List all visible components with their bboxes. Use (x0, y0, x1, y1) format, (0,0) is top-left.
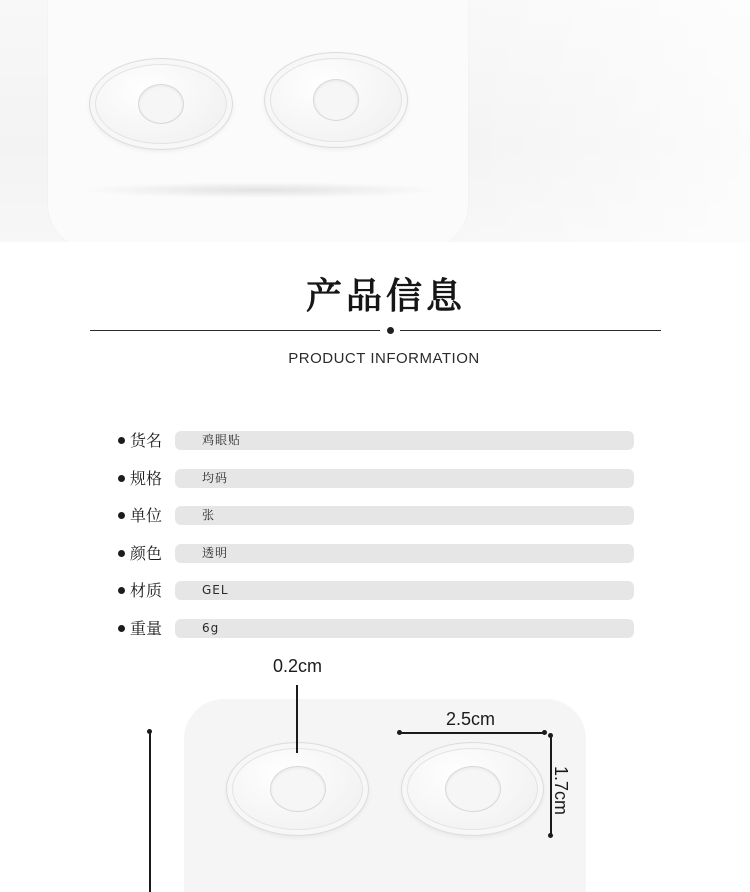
width-line-end (542, 730, 547, 735)
product-photo (0, 0, 750, 242)
info-value: 鸡眼贴 (202, 433, 242, 447)
bullet-icon (118, 512, 125, 519)
bullet-icon (118, 475, 125, 482)
height-label: 1.7cm (551, 765, 572, 816)
width-label: 2.5cm (446, 709, 496, 729)
divider-left (90, 330, 380, 331)
info-label: 规格 (130, 469, 163, 488)
info-label: 颜色 (130, 544, 163, 563)
gel-pad-left (89, 58, 233, 150)
info-row-weight (116, 619, 636, 641)
info-row-material (116, 581, 636, 603)
info-value: GEL (202, 583, 229, 597)
info-value-bar (175, 619, 634, 638)
info-value-bar (175, 581, 634, 600)
height-line-end (548, 833, 553, 838)
info-row-spec (116, 469, 636, 491)
thickness-line (296, 685, 298, 753)
bullet-icon (118, 587, 125, 594)
divider-dot (387, 327, 394, 334)
info-value: 6g (202, 621, 220, 635)
bullet-icon (118, 437, 125, 444)
info-value: 均码 (202, 471, 229, 485)
section-title: 产品信息 (305, 276, 466, 317)
left-line (149, 732, 151, 892)
gel-pad-right (264, 52, 408, 148)
info-row-name (116, 431, 636, 453)
info-label: 材质 (130, 581, 163, 600)
section-subtitle: PRODUCT INFORMATION (288, 350, 480, 367)
width-line (399, 732, 545, 734)
info-value-bar (175, 431, 634, 450)
thickness-label: 0.2cm (273, 656, 323, 676)
divider-right (400, 330, 661, 331)
info-label: 货名 (130, 431, 163, 450)
bullet-icon (118, 625, 125, 632)
info-row-unit (116, 506, 636, 528)
gel-pad-right (401, 742, 544, 836)
info-value-bar (175, 544, 634, 563)
info-label: 重量 (130, 619, 163, 638)
info-value-bar (175, 469, 634, 488)
info-row-color (116, 544, 636, 566)
info-value-bar (175, 506, 634, 525)
info-value: 透明 (202, 546, 229, 560)
info-value: 张 (202, 508, 216, 522)
bullet-icon (118, 550, 125, 557)
info-label: 单位 (130, 506, 163, 525)
gel-pad-left (226, 742, 369, 836)
